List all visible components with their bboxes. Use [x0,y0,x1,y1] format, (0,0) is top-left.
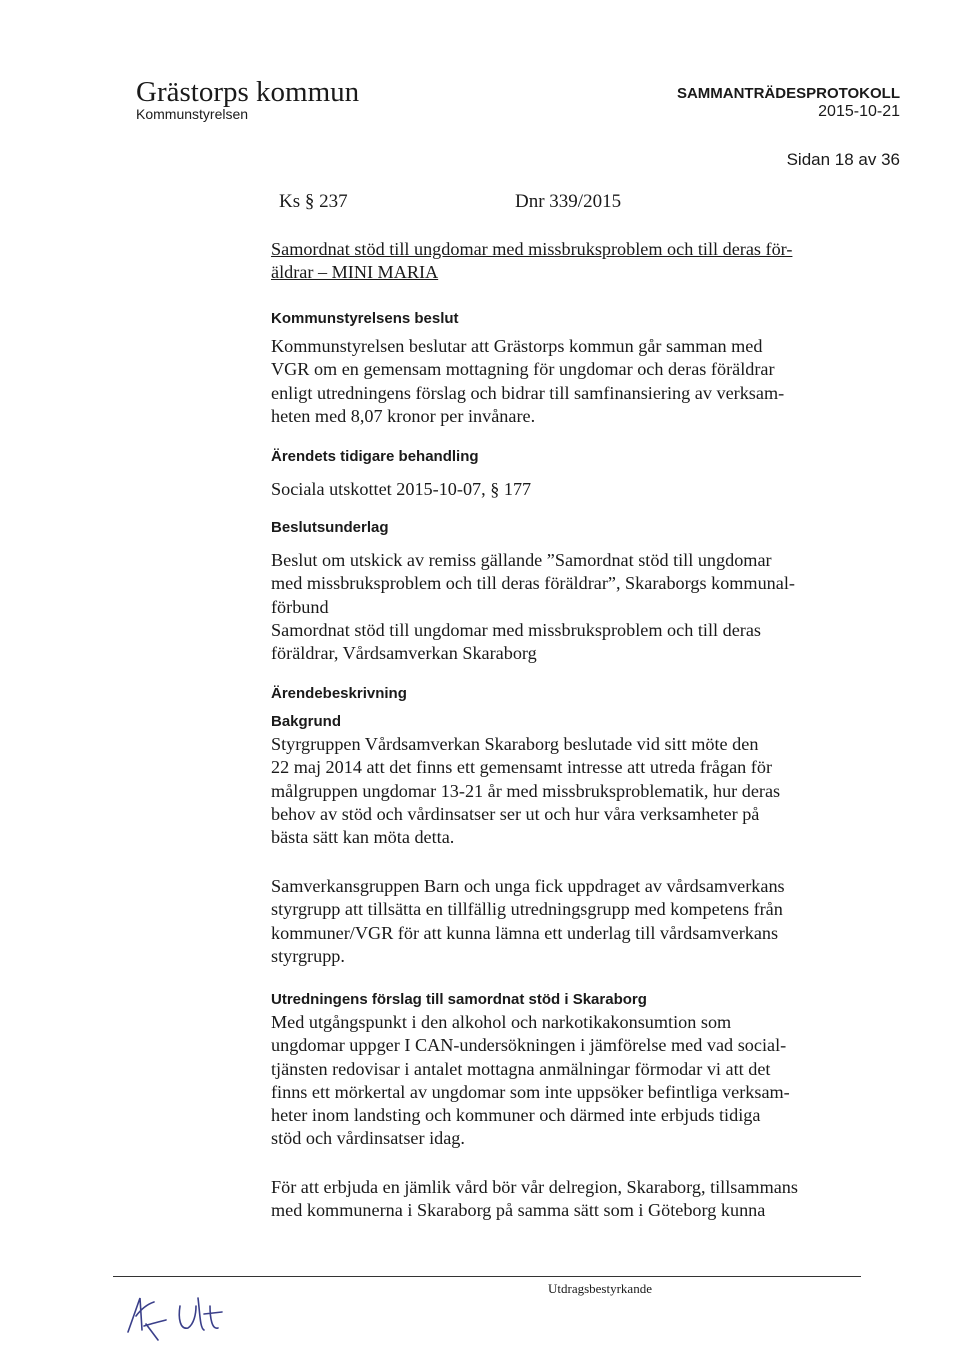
text-line: Kommunstyrelsen beslutar att Grästorps kommun går samman med [271,336,763,356]
decision-paragraph [271,335,851,428]
text-line: tjänsten redovisar i antalet mottagna anmälningar förmodar vi att det [271,1058,771,1079]
text-line: styrgrupp. [271,945,345,966]
section-heading-decision: Kommunstyrelsens beslut [271,310,459,327]
text-line: VGR om en gemensam mottagning för ungdomar och deras föräldrar [271,359,775,380]
organization-subtitle: Kommunstyrelsen [136,106,249,122]
text-line: Samverkansgruppen Barn och unga fick uppdraget av vårdsamverkans [271,876,785,896]
text-line: kommuner/VGR för att kunna lämna ett underlag till vårdsamverkans [271,922,779,943]
case-title-line: äldrar – MINI MARIA [271,262,439,283]
section-heading-description: Ärendebeskrivning [271,685,407,702]
text-line: enligt utredningens förslag och bidrar till samfinansiering av verksam- [271,382,785,403]
final-paragraph [271,1176,851,1223]
organization-name: Grästorps kommun [136,76,360,108]
footer-rule [113,1276,861,1277]
section-heading-basis: Beslutsunderlag [271,519,389,536]
basis-paragraph [271,549,851,665]
text-line: heter inom landsting och kommuner och därmed inte erbjuds tidiga [271,1105,761,1126]
proposal-paragraph [271,1011,851,1151]
text-line: ungdomar uppger I CAN-undersökningen i jämförelse med vad social- [271,1035,787,1056]
text-line: Med utgångspunkt i den alkohol och narkotikakonsumtion som [271,1012,732,1032]
text-line: styrgrupp att tillsätta en tillfällig utredningsgrupp med kompetens från [271,899,783,920]
text-line: Styrgruppen Vårdsamverkan Skaraborg beslutade vid sitt möte den [271,734,759,754]
text-line: med missbruksproblem och till deras föräldrar”, Skaraborgs kommunal- [271,573,795,594]
section-heading-previous: Ärendets tidigare behandling [271,448,479,465]
document-date: 2015-10-21 [818,103,900,120]
page-number: Sidan 18 av 36 [786,150,900,169]
text-line: med kommunerna i Skaraborg på samma sätt som i Göteborg kunna [271,1200,766,1221]
previous-paragraph [271,478,851,501]
text-line: stöd och vårdinsatser idag. [271,1128,465,1149]
subheading-background: Bakgrund [271,713,342,730]
case-title [271,238,851,285]
text-line: Beslut om utskick av remiss gällande ”Samordnat stöd till ungdomar [271,550,772,570]
text-line: För att erbjuda en jämlik vård bör vår delregion, Skaraborg, tillsammans [271,1177,798,1197]
text-line: 22 maj 2014 att det finns ett gemensamt intresse att utreda frågan för [271,757,773,778]
text-line: bästa sätt kan möta detta. [271,827,455,848]
section-heading-proposal: Utredningens förslag till samordnat stöd i Skaraborg [271,991,647,1008]
case-title-line: Samordnat stöd till ungdomar med missbruksproblem och till deras för- [271,239,793,259]
background-paragraph [271,733,851,849]
text-line: finns ett mörkertal av ungdomar som inte uppsöker befintliga verksam- [271,1081,790,1102]
case-number: Ks § 237 [279,191,348,212]
text-line: föräldrar, Vårdsamverkan Skaraborg [271,643,537,664]
diary-number: Dnr 339/2015 [515,191,622,212]
handwritten-signature [118,1284,238,1344]
text-line: målgruppen ungdomar 13-21 år med missbruksproblematik, hur deras [271,780,781,801]
text-line: Samordnat stöd till ungdomar med missbruksproblem och till deras [271,619,761,640]
document-type: SAMMANTRÄDESPROTOKOLL [676,85,900,102]
text-line: Sociala utskottet 2015-10-07, § 177 [271,479,532,499]
certification-label: Utdragsbestyrkande [548,1281,652,1296]
text-line: heten med 8,07 kronor per invånare. [271,405,536,426]
text-line: förbund [271,596,329,617]
collaboration-paragraph [271,875,851,968]
text-line: behov av stöd och vårdinsatser ser ut och hur våra verksamheter på [271,803,760,824]
